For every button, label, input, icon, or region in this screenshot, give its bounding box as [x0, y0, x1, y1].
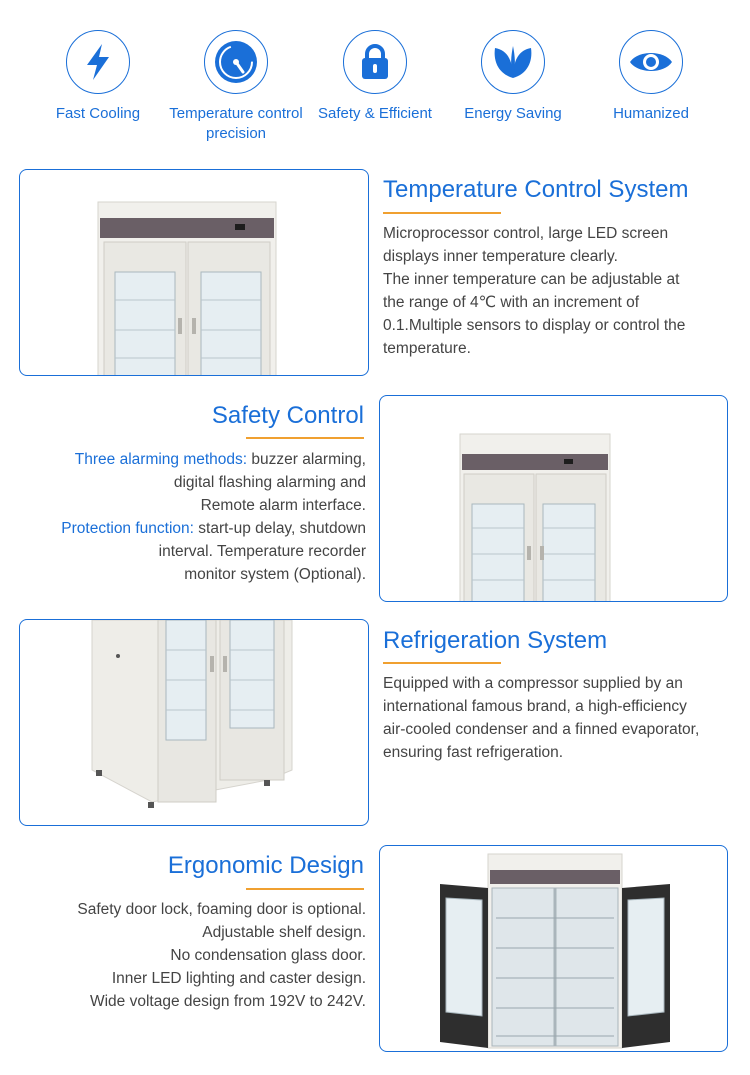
protection-function-label: Protection function: [61, 520, 194, 537]
body-line: ensuring fast refrigeration. [383, 744, 564, 761]
body-line: the range of 4℃ with an increment of [383, 294, 640, 311]
section-title-temperature-control: Temperature Control System [383, 176, 689, 203]
body-line: Inner LED lighting and caster design. [111, 970, 366, 987]
leaf-icon [491, 44, 535, 80]
feature-fast-cooling [23, 30, 173, 124]
product-image-card-2 [379, 395, 728, 602]
body-line: monitor system (Optional). [184, 566, 366, 583]
body-line: Adjustable shelf design. [202, 924, 366, 941]
product-image-card-3 [19, 619, 369, 826]
section-body-refrigeration-system [383, 672, 743, 764]
body-line: 0.1.Multiple sensors to display or control the [383, 317, 686, 334]
feature-humanized [576, 30, 726, 124]
body-line: digital flashing alarming and [173, 474, 366, 491]
feature-label: Temperature control precision [169, 105, 303, 142]
title-underline [246, 437, 364, 439]
body-line: Safety door lock, foaming door is optional. [77, 901, 366, 918]
section-title-safety-control: Safety Control [211, 402, 364, 429]
section-body-temperature-control [383, 222, 743, 360]
lock-icon [360, 43, 390, 81]
feature-icon-circle [481, 30, 545, 94]
body-line: Wide voltage design from 192V to 242V. [89, 993, 366, 1010]
title-underline [383, 662, 501, 664]
feature-label: Safety & Efficient [318, 105, 432, 122]
refrigerator-image [20, 170, 369, 376]
body-line: Protection function: start-up delay, shutdown [61, 520, 366, 537]
body-line: international famous brand, a high-efficiency [383, 698, 687, 715]
alarm-methods-label: Three alarming methods: [74, 451, 248, 468]
feature-label: Energy Saving [464, 105, 562, 122]
refrigerator-image [380, 396, 728, 602]
feature-temperature-control [161, 30, 311, 144]
body-line: The inner temperature can be adjustable at [383, 271, 680, 288]
body-line: Remote alarm interface. [200, 497, 366, 514]
feature-icon-circle [66, 30, 130, 94]
section-title-refrigeration-system: Refrigeration System [383, 627, 608, 654]
feature-icon-circle [343, 30, 407, 94]
title-underline [383, 212, 501, 214]
eye-icon [628, 47, 674, 77]
open-refrigerator-image [380, 846, 728, 1052]
product-image-card-4 [379, 845, 728, 1052]
refrigerator-image [20, 620, 369, 826]
section-title-ergonomic-design: Ergonomic Design [167, 852, 364, 879]
body-line: air-cooled condenser and a finned evaporator, [383, 721, 700, 738]
feature-label: Fast Cooling [55, 105, 141, 122]
body-line: No condensation glass door. [170, 947, 366, 964]
feature-safety-efficient [300, 30, 450, 124]
body-line: Three alarming methods: buzzer alarming, [74, 451, 366, 468]
body-line: interval. Temperature recorder [158, 543, 366, 560]
lightning-icon [81, 42, 115, 82]
section-body-ergonomic-design [12, 898, 366, 1013]
gauge-icon [211, 37, 261, 87]
feature-icon-circle [619, 30, 683, 94]
section-body-safety-control [12, 448, 366, 586]
title-underline [246, 888, 364, 890]
body-line: temperature. [383, 340, 471, 357]
body-line: Microprocessor control, large LED screen [383, 225, 669, 242]
body-line: Equipped with a compressor supplied by an [383, 675, 683, 692]
body-line: displays inner temperature clearly. [383, 248, 618, 265]
feature-energy-saving [438, 30, 588, 124]
feature-icon-circle [204, 30, 268, 94]
feature-label: Humanized [613, 105, 689, 122]
product-image-card-1 [19, 169, 369, 376]
